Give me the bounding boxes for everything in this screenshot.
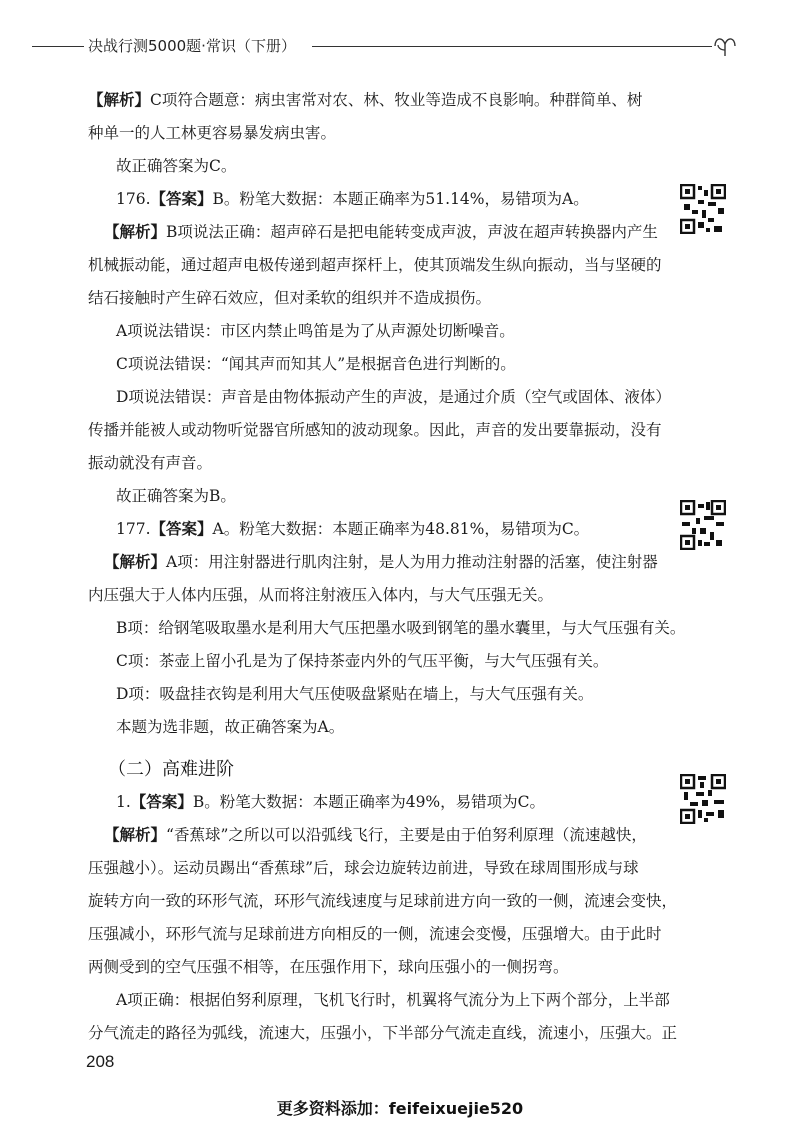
text-line: 传播并能被人或动物听觉器官所感知的波动现象。因此，声音的发出要靠振动，没有 <box>88 421 662 439</box>
text-line: 分气流走的路径为弧线，流速大，压强小，下半部分气流走直线，流速小，压强大。正 <box>88 1024 678 1042</box>
section-title: （二）高难进阶 <box>108 759 234 780</box>
text-line: 【解析】C项符合题意：病虫害常对农、林、牧业等造成不良影响。种群简单、树 <box>88 91 643 109</box>
text-line: 内压强大于人体内压强，从而将注射液压入体内，与大气压强无关。 <box>88 586 554 604</box>
header-title: 决战行测5000题·常识（下册） <box>88 37 296 55</box>
text-line: 【解析】A项：用注射器进行肌肉注射，是人为用力推动注射器的活塞，使注射器 <box>104 553 658 571</box>
page-number: 208 <box>86 1052 115 1071</box>
text-line: 压强越小）。运动员踢出“香蕉球”后，球会边旋转边前进，导致在球周围形成与球 <box>88 859 639 877</box>
sprout-icon <box>712 32 738 58</box>
text-line: 振动就没有声音。 <box>88 454 213 472</box>
answer-line: 176.【答案】B。粉笔大数据：本题正确率为51.14%，易错项为A。 <box>116 190 589 208</box>
running-header <box>0 32 800 64</box>
header-rule-left <box>32 46 84 47</box>
answer-line: 177.【答案】A。粉笔大数据：本题正确率为48.81%，易错项为C。 <box>116 520 590 538</box>
footer-note: 更多资料添加：feifeixuejie520 <box>276 1099 524 1118</box>
text-line: C项说法错误：“闻其声而知其人”是根据音色进行判断的。 <box>116 355 516 373</box>
qr-code-icon <box>680 774 726 824</box>
text-line: 故正确答案为C。 <box>116 157 237 175</box>
text-line: A项正确：根据伯努利原理，飞机飞行时，机翼将气流分为上下两个部分，上半部 <box>116 991 670 1009</box>
text-line: D项：吸盘挂衣钩是利用大气压使吸盘紧贴在墙上，与大气压强有关。 <box>116 685 594 703</box>
text-line: C项：茶壶上留小孔是为了保持茶壶内外的气压平衡，与大气压强有关。 <box>116 652 609 670</box>
text-line: 结石接触时产生碎石效应，但对柔软的组织并不造成损伤。 <box>88 289 492 307</box>
qr-code-icon <box>680 500 726 550</box>
text-line: D项说法错误：声音是由物体振动产生的声波，是通过介质（空气或固体、液体） <box>116 388 671 406</box>
qr-code-icon <box>680 184 726 234</box>
text-line: 本题为选非题，故正确答案为A。 <box>116 718 345 736</box>
header-rule-right <box>312 46 712 47</box>
text-line: 机械振动能，通过超声电极传递到超声探杆上，使其顶端发生纵向振动，当与坚硬的 <box>88 256 662 274</box>
text-line: 故正确答案为B。 <box>116 487 236 505</box>
answer-line: 1.【答案】B。粉笔大数据：本题正确率为49%，易错项为C。 <box>116 793 546 811</box>
text-line: 种单一的人工林更容易暴发病虫害。 <box>88 124 337 142</box>
text-line: 【解析】B项说法正确：超声碎石是把电能转变成声波，声波在超声转换器内产生 <box>104 223 658 241</box>
text-line: 压强减小，环形气流与足球前进方向相反的一侧，流速会变慢，压强增大。由于此时 <box>88 925 662 943</box>
text-line: 【解析】“香蕉球”之所以可以沿弧线飞行，主要是由于伯努利原理（流速越快， <box>104 826 647 844</box>
text-line: 两侧受到的空气压强不相等，在压强作用下，球向压强小的一侧拐弯。 <box>88 958 569 976</box>
text-line: A项说法错误：市区内禁止鸣笛是为了从声源处切断噪音。 <box>116 322 515 340</box>
text-line: 旋转方向一致的环形气流，环形气流线速度与足球前进方向一致的一侧，流速会变快， <box>88 892 678 910</box>
text-line: B项：给钢笔吸取墨水是利用大气压把墨水吸到钢笔的墨水囊里，与大气压强有关。 <box>116 619 686 637</box>
